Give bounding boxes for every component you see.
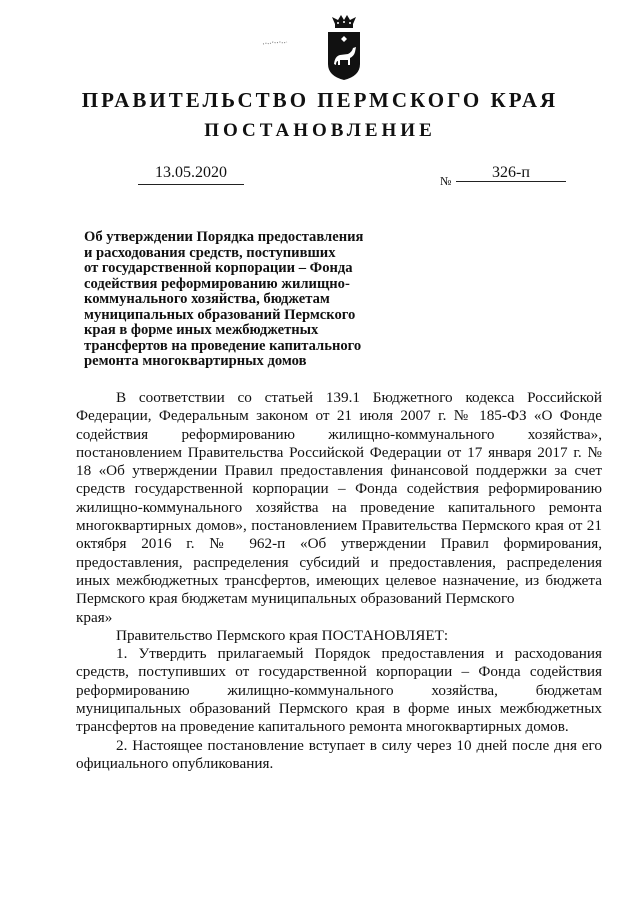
document-subject	[84, 230, 384, 370]
document-date: 13.05.2020	[155, 164, 227, 181]
subject-line: Об утверждении Порядка предоставления	[84, 229, 364, 245]
scan-speck	[262, 40, 288, 46]
document-type: ПОСТАНОВЛЕНИЕ	[204, 120, 436, 141]
subject-line: от государственной корпорации – Фонда	[84, 260, 353, 276]
document-number: 326-п	[492, 164, 530, 181]
subject-line: содействия реформированию жилищно-	[84, 275, 350, 292]
document-body	[76, 389, 602, 773]
item-2-paragraph: 2. Настоящее постановление вступает в силу через 10 дней после дня его официального опубликования.	[76, 736, 602, 772]
subject-line: ремонта многоквартирных домов	[84, 353, 307, 369]
decree-line: Правительство Пермского края ПОСТАНОВЛЯЕТ:	[116, 626, 449, 644]
subject-line: и расходования средств, поступивших	[84, 244, 336, 261]
subject-line: коммунального хозяйства, бюджетам	[84, 291, 330, 307]
subject-line: муниципальных образований Пермского	[84, 306, 356, 323]
item-1-paragraph: 1. Утвердить прилагаемый Порядок предоставления и расходования средств, поступивших от государственной корпорации – Фонда содействия реформированию жилищно-коммунального хозяйства, бюджетам муниципальных образований Пермского края в форме иных межбюджетных трансфертов на проведение капитального ремонта многоквартирных домов.	[76, 645, 602, 736]
number-sign: №	[440, 174, 452, 188]
subject-line: края в форме иных межбюджетных	[84, 322, 319, 338]
preamble-paragraph: В соответствии со статьей 139.1 Бюджетного кодекса Российской Федерации, Федеральным законом от 21 июля 2007 г. № 185-ФЗ «О Фонде содействия реформированию жилищно-коммунального хозяйства», постановлением Правительства Российской Федерации от 17 января 2017 г. № 18 «Об утверждении Правил предоставления финансовой поддержки за счет средств государственной корпорации – Фонда содействия реформированию жилищно-коммунального хозяйства на проведение капитального ремонта многоквартирных домов», постановлением Правительства Пермского края от 21 октября 2016 г. № 962-п «Об утверждении Правил формирования, предоставления, распределения субсидий и предоставления, распределения иных межбюджетных трансфертов, имеющих целевое назначение, из бюджета Пермского края бюджетам муниципальных образований Пермского	[76, 389, 602, 608]
preamble-ending: края»	[76, 608, 113, 626]
number-underline	[456, 181, 566, 182]
subject-line: трансфертов на проведение капитального	[84, 337, 362, 354]
government-title: ПРАВИТЕЛЬСТВО ПЕРМСКОГО КРАЯ	[81, 88, 559, 112]
date-underline	[138, 184, 244, 185]
coat-of-arms-icon	[326, 14, 362, 82]
